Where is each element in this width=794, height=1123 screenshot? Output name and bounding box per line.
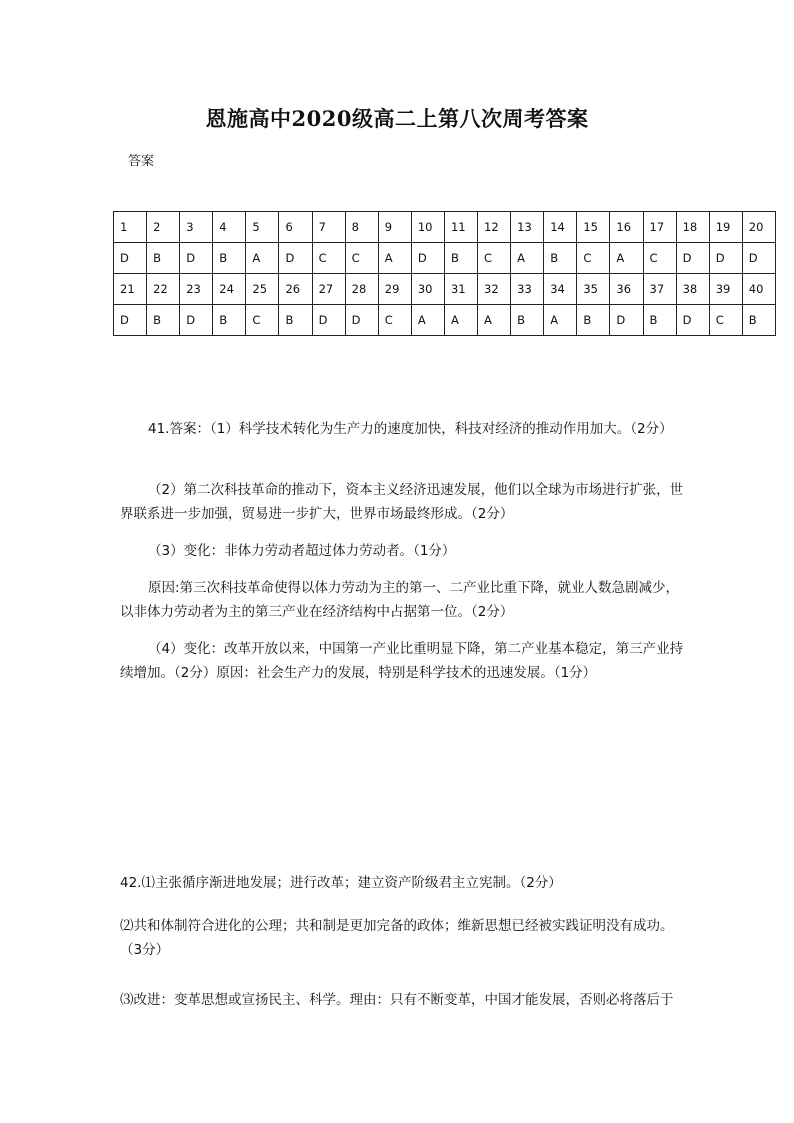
answer-cell: D bbox=[180, 305, 213, 336]
answer-cell: B bbox=[213, 243, 246, 274]
question-number-cell: 17 bbox=[643, 212, 676, 243]
answer-cell: A bbox=[411, 305, 444, 336]
question-number-row bbox=[114, 212, 776, 243]
answer-cell: D bbox=[114, 243, 147, 274]
question-number-cell: 19 bbox=[709, 212, 742, 243]
answer-cell: B bbox=[444, 243, 477, 274]
answer-cell: D bbox=[345, 305, 378, 336]
question-number-cell: 5 bbox=[246, 212, 279, 243]
question-number-cell: 31 bbox=[444, 274, 477, 305]
answer-letter-row bbox=[114, 305, 776, 336]
question-number-cell: 8 bbox=[345, 212, 378, 243]
question-number-cell: 10 bbox=[411, 212, 444, 243]
question-number-cell: 27 bbox=[312, 274, 345, 305]
q42-part3: ⑶改进：变革思想或宣扬民主、科学。理由：只有不断变革，中国才能发展，否则必将落后于 bbox=[120, 992, 674, 1008]
question-number-cell: 11 bbox=[444, 212, 477, 243]
question-number-row bbox=[114, 274, 776, 305]
question-number-cell: 23 bbox=[180, 274, 213, 305]
question-number-cell: 28 bbox=[345, 274, 378, 305]
q41-part1: 41.答案：（1）科学技术转化为生产力的速度加快，科技对经济的推动作用加大。（2分） bbox=[148, 421, 673, 437]
question-number-cell: 14 bbox=[544, 212, 577, 243]
answer-cell: A bbox=[444, 305, 477, 336]
question-number-cell: 22 bbox=[147, 274, 180, 305]
answer-cell: B bbox=[643, 305, 676, 336]
answer-cell: D bbox=[676, 243, 709, 274]
question-number-cell: 30 bbox=[411, 274, 444, 305]
answer-cell: B bbox=[147, 243, 180, 274]
answer-cell: B bbox=[213, 305, 246, 336]
answer-cell: C bbox=[577, 243, 610, 274]
answer-cell: A bbox=[246, 243, 279, 274]
answer-letter-row bbox=[114, 243, 776, 274]
answer-cell: B bbox=[147, 305, 180, 336]
answer-cell: D bbox=[411, 243, 444, 274]
answer-cell: B bbox=[511, 305, 544, 336]
question-number-cell: 24 bbox=[213, 274, 246, 305]
answer-cell: C bbox=[709, 305, 742, 336]
answer-cell: A bbox=[478, 305, 511, 336]
answer-cell: D bbox=[676, 305, 709, 336]
q41-part4: （4）变化：改革开放以来，中国第一产业比重明显下降，第二产业基本稳定，第三产业持续增加。（2分）原因：社会生产力的发展，特别是科学技术的迅速发展。（1分） bbox=[120, 641, 684, 681]
q41-part3: （3）变化：非体力劳动者超过体力劳动者。（1分） bbox=[148, 543, 456, 559]
question-number-cell: 25 bbox=[246, 274, 279, 305]
answer-cell: D bbox=[279, 243, 312, 274]
answer-cell: D bbox=[709, 243, 742, 274]
question-number-cell: 26 bbox=[279, 274, 312, 305]
question-number-cell: 21 bbox=[114, 274, 147, 305]
question-number-cell: 3 bbox=[180, 212, 213, 243]
question-number-cell: 18 bbox=[676, 212, 709, 243]
question-number-cell: 36 bbox=[610, 274, 643, 305]
answer-cell: B bbox=[577, 305, 610, 336]
answer-cell: D bbox=[180, 243, 213, 274]
answer-cell: B bbox=[742, 305, 775, 336]
question-number-cell: 2 bbox=[147, 212, 180, 243]
answer-cell: D bbox=[312, 305, 345, 336]
q42-part1: 42.⑴主张循序渐进地发展；进行改革；建立资产阶级君主立宪制。（2分） bbox=[120, 875, 562, 891]
question-number-cell: 16 bbox=[610, 212, 643, 243]
question-number-cell: 40 bbox=[742, 274, 775, 305]
page-title: 恩施高中2020级高二上第八次周考答案 bbox=[205, 106, 589, 131]
answers-subheading: 答案 bbox=[128, 154, 155, 169]
question-number-cell: 12 bbox=[478, 212, 511, 243]
question-number-cell: 4 bbox=[213, 212, 246, 243]
answer-cell: A bbox=[610, 243, 643, 274]
question-number-cell: 13 bbox=[511, 212, 544, 243]
question-number-cell: 7 bbox=[312, 212, 345, 243]
answer-key-table bbox=[113, 211, 776, 336]
question-number-cell: 1 bbox=[114, 212, 147, 243]
q41-part2: （2）第二次科技革命的推动下，资本主义经济迅速发展，他们以全球为市场进行扩张，世界联系进一步加强，贸易进一步扩大，世界市场最终形成。（2分） bbox=[120, 482, 684, 522]
answer-cell: C bbox=[378, 305, 411, 336]
answer-cell: C bbox=[246, 305, 279, 336]
question-number-cell: 29 bbox=[378, 274, 411, 305]
question-number-cell: 38 bbox=[676, 274, 709, 305]
question-number-cell: 6 bbox=[279, 212, 312, 243]
answer-cell: B bbox=[279, 305, 312, 336]
answer-cell: A bbox=[378, 243, 411, 274]
answer-cell: A bbox=[511, 243, 544, 274]
question-number-cell: 39 bbox=[709, 274, 742, 305]
question-number-cell: 33 bbox=[511, 274, 544, 305]
answer-cell: D bbox=[114, 305, 147, 336]
answer-cell: C bbox=[345, 243, 378, 274]
question-number-cell: 9 bbox=[378, 212, 411, 243]
answer-cell: C bbox=[643, 243, 676, 274]
answer-cell: A bbox=[544, 305, 577, 336]
question-number-cell: 35 bbox=[577, 274, 610, 305]
question-number-cell: 20 bbox=[742, 212, 775, 243]
answer-cell: D bbox=[610, 305, 643, 336]
q42-part2: ⑵共和体制符合进化的公理；共和制是更加完备的政体；维新思想已经被实践证明没有成功。（3分） bbox=[120, 918, 674, 958]
question-number-cell: 15 bbox=[577, 212, 610, 243]
answer-cell: D bbox=[742, 243, 775, 274]
question-number-cell: 34 bbox=[544, 274, 577, 305]
answer-cell: C bbox=[478, 243, 511, 274]
q41-part3-reason: 原因:第三次科技革命使得以体力劳动为主的第一、二产业比重下降，就业人数急剧减少，以非体力劳动者为主的第三产业在经济结构中占据第一位。（2分） bbox=[120, 580, 680, 620]
question-number-cell: 37 bbox=[643, 274, 676, 305]
answer-cell: B bbox=[544, 243, 577, 274]
question-number-cell: 32 bbox=[478, 274, 511, 305]
answer-cell: C bbox=[312, 243, 345, 274]
